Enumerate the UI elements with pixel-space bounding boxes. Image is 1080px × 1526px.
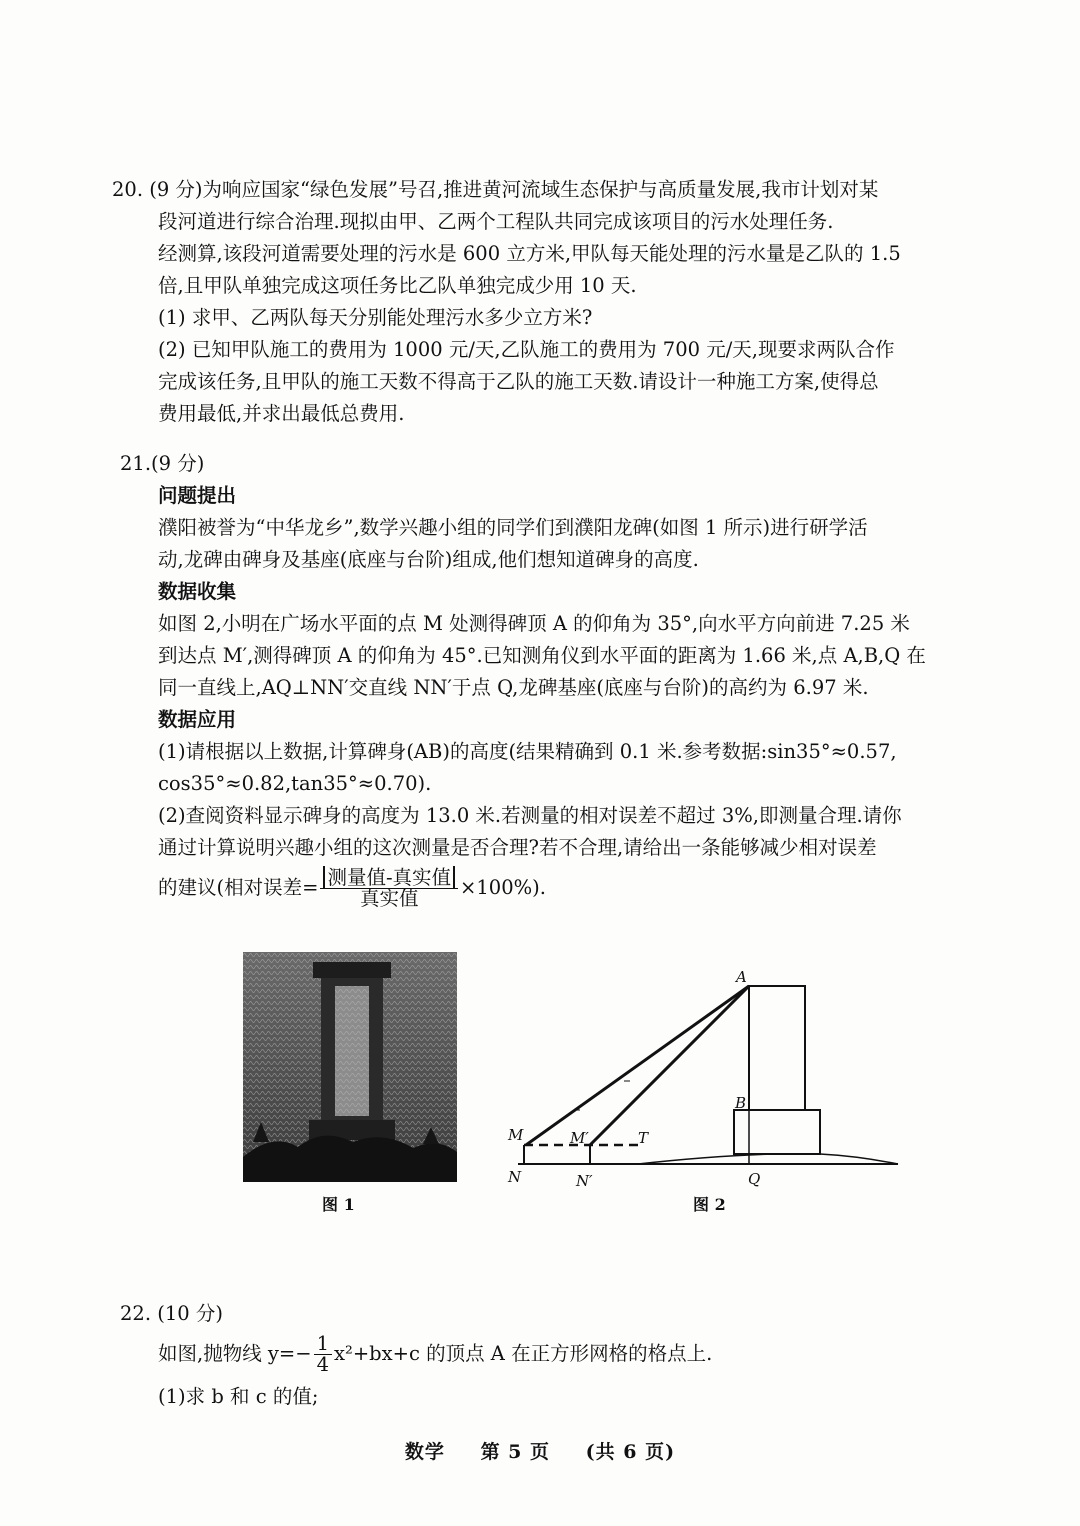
q21-text3b: cos35°≈0.82,tan35°≈0.70). bbox=[158, 772, 432, 795]
q21-text4c-pre: 的建议(相对误差= bbox=[158, 876, 319, 899]
q20-line4: 倍,且甲队单独完成这项任务比乙队单独完成少用 10 天. bbox=[158, 274, 637, 297]
q20-part1: (1) 求甲、乙两队每天分别能处理污水多少立方米? bbox=[158, 306, 593, 329]
q21-text4a: (2)查阅资料显示碑身的高度为 13.0 米.若测量的相对误差不超过 3%,即测量合理.请你 bbox=[158, 804, 902, 827]
q22-line1 bbox=[130, 1334, 970, 1375]
q20-part2a: (2) 已知甲队施工的费用为 1000 元/天,乙队施工的费用为 700 元/天,现要求两队合作 bbox=[158, 338, 895, 361]
q21-text4b: 通过计算说明兴趣小组的这次测量是否合理?若不合理,请给出一条能够减少相对误差 bbox=[158, 836, 877, 859]
q22-line1-pre: 如图,抛物线 y=− bbox=[158, 1342, 312, 1365]
label-B: B bbox=[735, 1094, 747, 1112]
q22-title: 22. (10 分) bbox=[120, 1302, 223, 1325]
question-21 bbox=[120, 448, 970, 910]
question-20 bbox=[112, 174, 970, 430]
coefficient-fraction bbox=[314, 1334, 332, 1375]
q20-part2b: 完成该任务,且甲队的施工天数不得高于乙队的施工天数.请设计一种施工方案,使得总 bbox=[158, 370, 879, 393]
label-Q: Q bbox=[748, 1170, 761, 1188]
q20-line3: 经测算,该段河道需要处理的污水是 600 立方米,甲队每天能处理的污水量是乙队的 1.5 bbox=[158, 242, 901, 265]
sight-line-M2-A bbox=[590, 986, 749, 1145]
q20-line2: 段河道进行综合治理.现拟由甲、乙两个工程队共同完成该项目的污水处理任务. bbox=[158, 210, 834, 233]
footer-subject: 数学 bbox=[404, 1441, 445, 1463]
label-M-prime: M′ bbox=[570, 1129, 589, 1147]
q20-title: 20. (9 分)为响应国家“绿色发展”号召,推进黄河流域生态保护与高质量发展,我市计划对某 bbox=[112, 178, 879, 201]
q22-line1-post: x²+bx+c 的顶点 A 在正方形网格的格点上. bbox=[334, 1342, 713, 1365]
q21-heading-problem: 问题提出 bbox=[158, 484, 237, 507]
q21-text3a: (1)请根据以上数据,计算碑身(AB)的高度(结果精确到 0.1 米.参考数据:sin35°≈0.57, bbox=[158, 740, 897, 763]
label-N-prime: N′ bbox=[576, 1172, 593, 1190]
figure2-label: 图 2 bbox=[693, 1195, 726, 1214]
q21-text4c-post: ×100%). bbox=[460, 876, 546, 899]
fraction-numerator: 测量值-真实值 bbox=[323, 866, 455, 889]
q21-title: 21.(9 分) bbox=[120, 452, 205, 475]
q20-part2c: 费用最低,并求出最低总费用. bbox=[158, 402, 405, 425]
figure1-monument-photo bbox=[243, 952, 457, 1182]
label-T: T bbox=[638, 1129, 649, 1147]
footer-total: (共 6 页) bbox=[585, 1441, 676, 1463]
q22-part1: (1)求 b 和 c 的值; bbox=[158, 1385, 319, 1408]
sight-line-M-A bbox=[526, 986, 749, 1145]
q21-heading-data: 数据收集 bbox=[158, 580, 237, 603]
label-A: A bbox=[736, 968, 747, 986]
monument-base bbox=[734, 1110, 820, 1154]
q21-text2b: 到达点 M′,测得碑顶 A 的仰角为 45°.已知测角仪到水平面的距离为 1.66 米,点 A,B,Q 在 bbox=[158, 644, 926, 667]
q21-heading-apply: 数据应用 bbox=[158, 708, 237, 731]
q21-text1a: 濮阳被誉为“中华龙乡”,数学兴趣小组的同学们到濮阳龙碑(如图 1 所示)进行研学活 bbox=[158, 516, 868, 539]
coef-numerator: 1 bbox=[314, 1334, 332, 1355]
label-M: M bbox=[508, 1126, 524, 1144]
question-22 bbox=[120, 1298, 970, 1413]
monument-body bbox=[749, 986, 805, 1110]
page-footer bbox=[0, 1437, 1080, 1464]
relative-error-fraction bbox=[320, 868, 458, 909]
fraction-denominator: 真实值 bbox=[359, 887, 419, 910]
figure2-diagram bbox=[498, 962, 918, 1196]
q21-text1b: 动,龙碑由碑身及基座(底座与台阶)组成,他们想知道碑身的高度. bbox=[158, 548, 699, 571]
ground-mound bbox=[638, 1154, 898, 1164]
footer-page: 第 5 页 bbox=[480, 1441, 551, 1463]
label-N: N bbox=[508, 1168, 522, 1186]
coef-denominator: 4 bbox=[316, 1353, 330, 1376]
figure1-label: 图 1 bbox=[322, 1195, 355, 1214]
q21-text2a: 如图 2,小明在广场水平面的点 M 处测得碑顶 A 的仰角为 35°,向水平方向前进 7.25 米 bbox=[158, 612, 910, 635]
q21-text2c: 同一直线上,AQ⊥NN′交直线 NN′于点 Q,龙碑基座(底座与台阶)的高约为 6.97 米. bbox=[158, 676, 869, 699]
q21-text4c bbox=[130, 868, 970, 909]
